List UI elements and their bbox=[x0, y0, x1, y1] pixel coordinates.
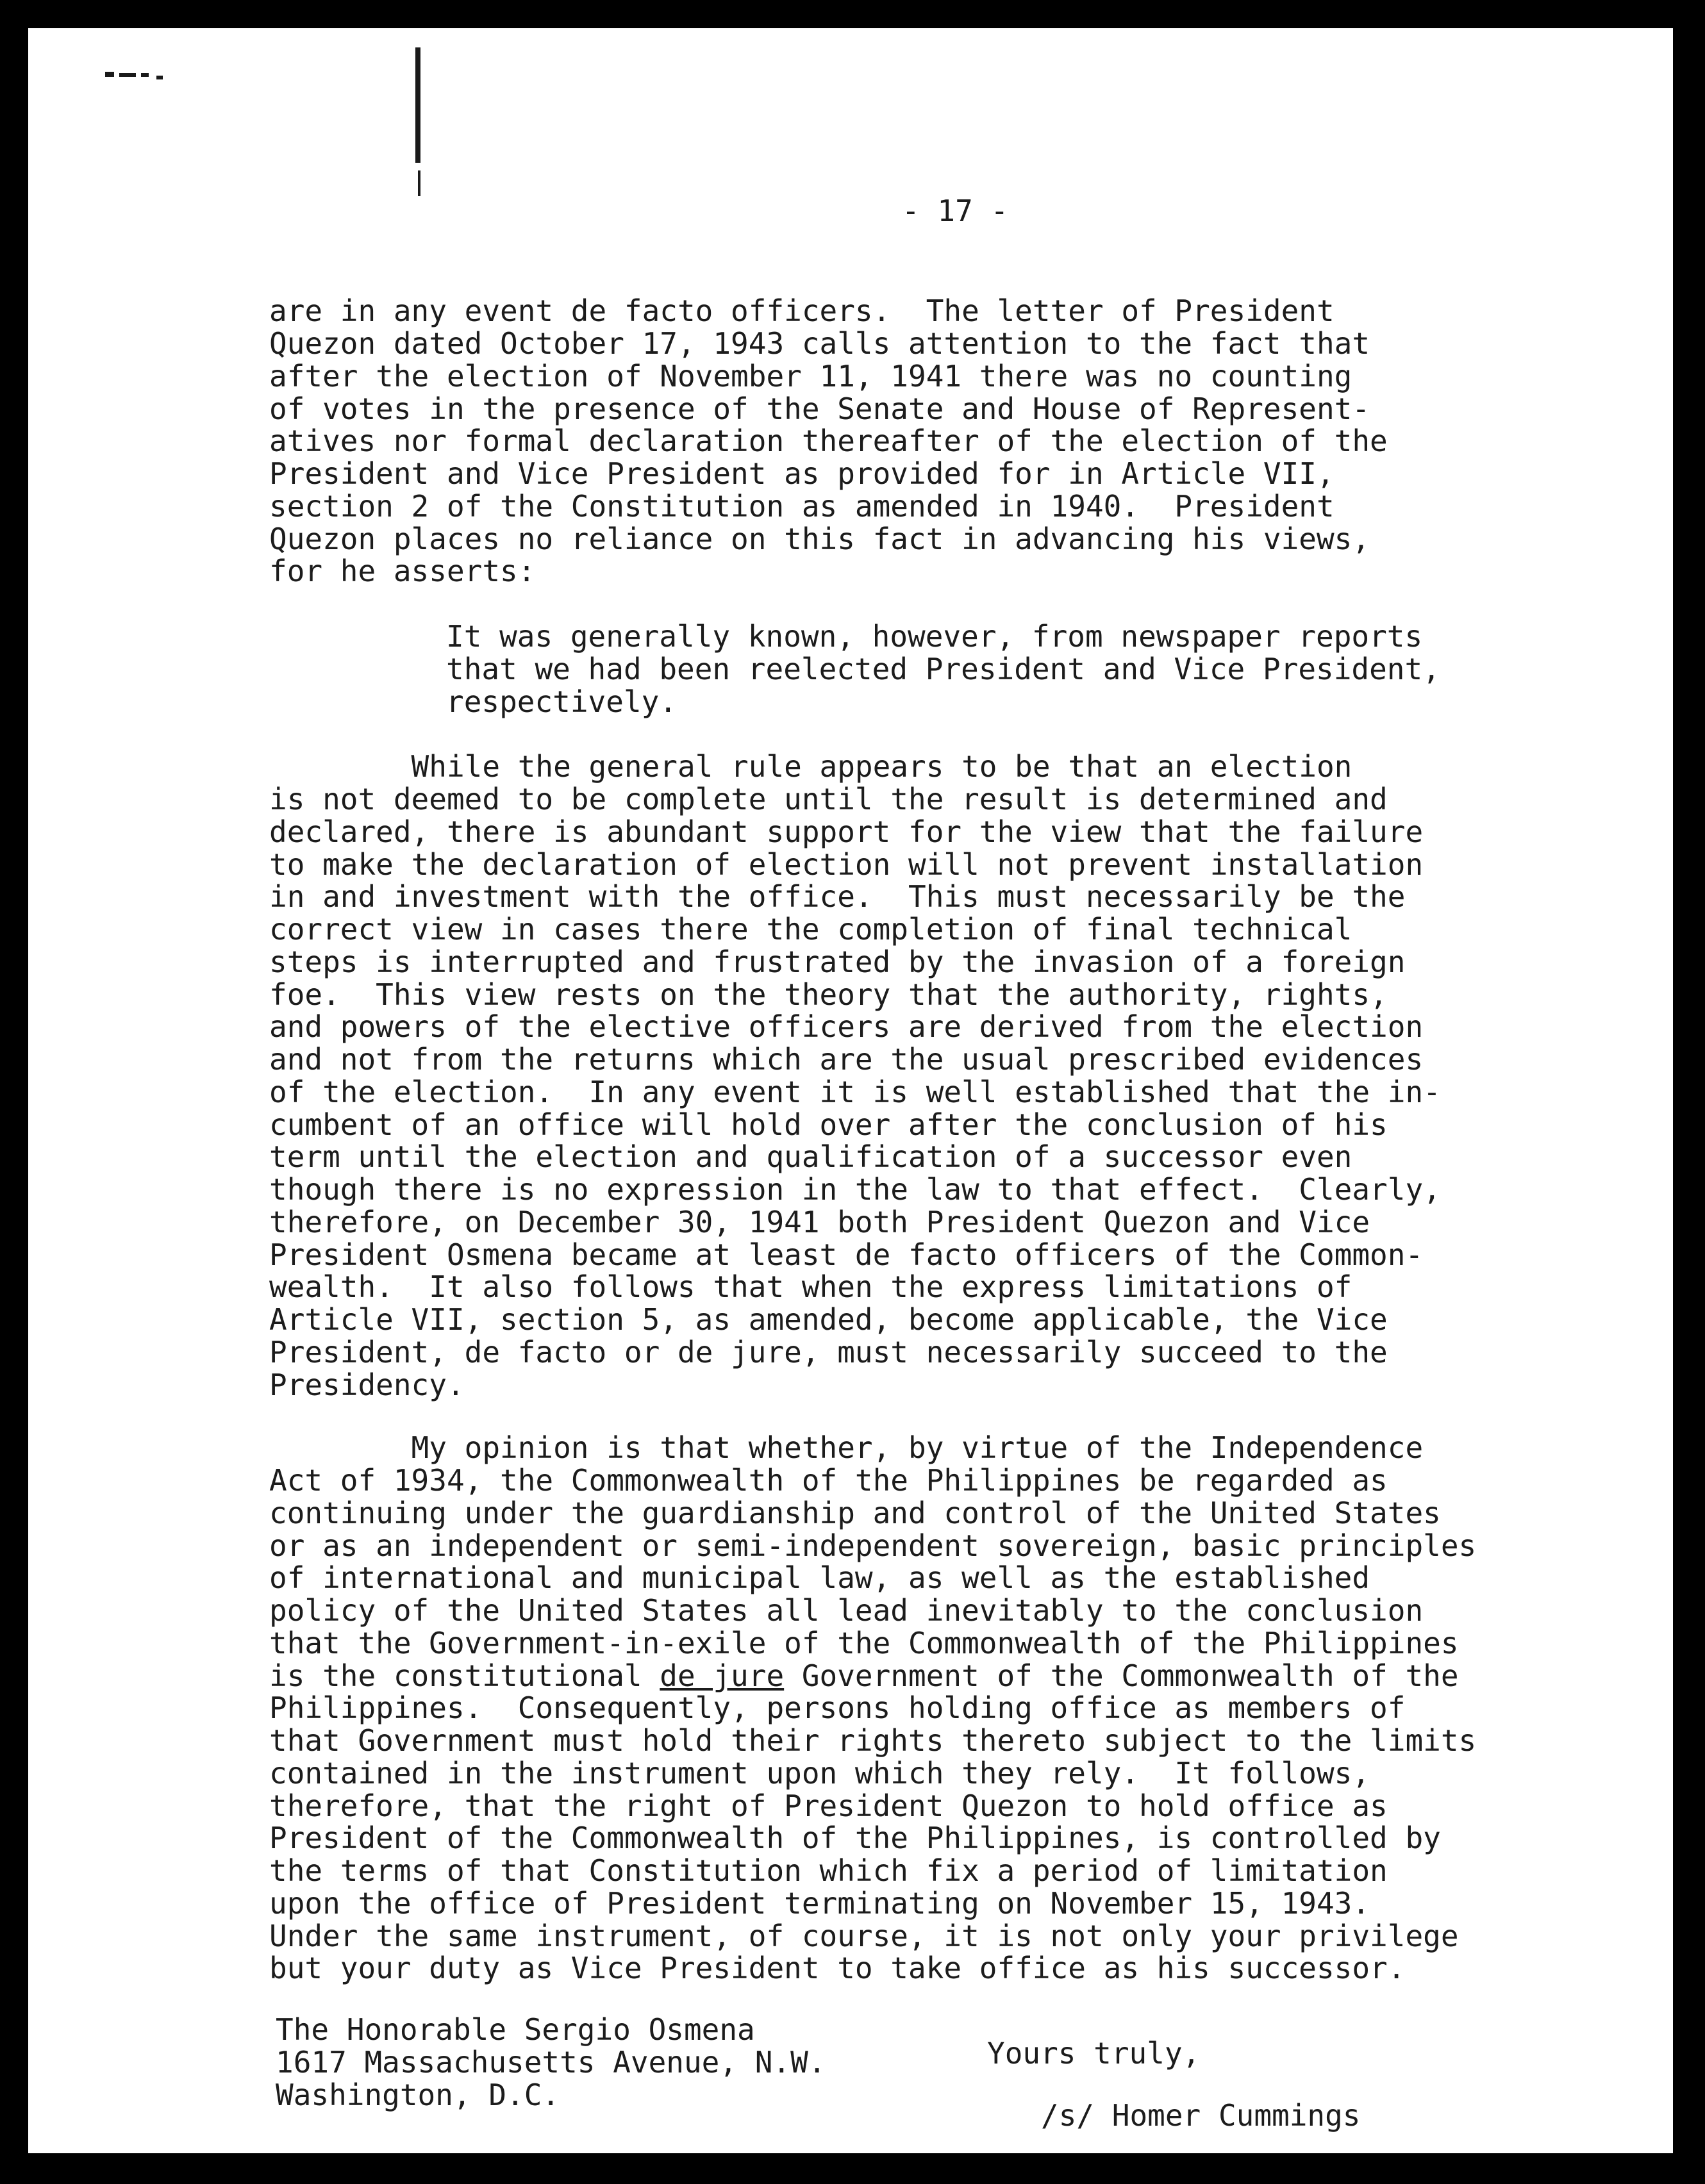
addressee-line: 1617 Massachusetts Avenue, N.W. bbox=[276, 2045, 826, 2080]
text-line bbox=[269, 1660, 1459, 1692]
corner-scan-mark bbox=[119, 73, 136, 77]
text-line: in and investment with the office. This must necessarily be the bbox=[269, 879, 1406, 914]
text-line: term until the election and qualification of a successor even bbox=[269, 1139, 1352, 1174]
text-line: Article VII, section 5, as amended, become applicable, the Vice bbox=[269, 1302, 1388, 1337]
text-line: President of the Commonwealth of the Philippines, is controlled by bbox=[269, 1821, 1441, 1855]
text-line: Under the same instrument, of course, it is not only your privilege bbox=[269, 1919, 1459, 1953]
text-line: Presidency. bbox=[269, 1368, 465, 1402]
text-line: of international and municipal law, as well as the established bbox=[269, 1560, 1370, 1595]
text-fragment: is the constitutional bbox=[269, 1659, 660, 1693]
text-line: and not from the returns which are the usual prescribed evidences bbox=[269, 1042, 1424, 1077]
text-line: section 2 of the Constitution as amended in 1940. President bbox=[269, 489, 1335, 524]
text-line: Quezon dated October 17, 1943 calls attention to the fact that bbox=[269, 326, 1370, 361]
document-page bbox=[28, 28, 1673, 2153]
text-line: of votes in the presence of the Senate and House of Represent- bbox=[269, 392, 1370, 426]
text-line: respectively. bbox=[446, 684, 678, 719]
text-line: Philippines. Consequently, persons holding office as members of bbox=[269, 1691, 1406, 1725]
text-line: therefore, on December 30, 1941 both President Quezon and Vice bbox=[269, 1205, 1370, 1239]
text-line: for he asserts: bbox=[269, 554, 536, 588]
text-line: policy of the United States all lead inevitably to the conclusion bbox=[269, 1593, 1424, 1628]
text-line: While the general rule appears to be that an election bbox=[269, 749, 1352, 784]
corner-scan-mark bbox=[105, 72, 114, 77]
text-line: after the election of November 11, 1941 there was no counting bbox=[269, 359, 1352, 393]
addressee-line: Washington, D.C. bbox=[276, 2078, 560, 2112]
text-line: wealth. It also follows that when the express limitations of bbox=[269, 1270, 1352, 1304]
text-line: It was generally known, however, from newspaper reports bbox=[446, 619, 1423, 654]
text-line: President Osmena became at least de facto officers of the Common- bbox=[269, 1237, 1424, 1272]
text-line: and powers of the elective officers are derived from the election bbox=[269, 1009, 1424, 1044]
text-line: that the Government-in-exile of the Commonwealth of the Philippines bbox=[269, 1626, 1459, 1660]
text-line: or as an independent or semi-independent sovereign, basic principles bbox=[269, 1528, 1477, 1563]
text-line: is not deemed to be complete until the result is determined and bbox=[269, 782, 1388, 816]
corner-scan-mark bbox=[156, 76, 163, 79]
text-line: continuing under the guardianship and control of the United States bbox=[269, 1496, 1441, 1530]
text-line: foe. This view rests on the theory that the authority, rights, bbox=[269, 977, 1388, 1012]
text-line: therefore, that the right of President Quezon to hold office as bbox=[269, 1789, 1388, 1823]
text-line: contained in the instrument upon which they rely. It follows, bbox=[269, 1756, 1370, 1791]
text-line: President, de facto or de jure, must necessarily succeed to the bbox=[269, 1335, 1388, 1369]
text-line: are in any event de facto officers. The letter of President bbox=[269, 294, 1335, 328]
text-line: to make the declaration of election will not prevent installation bbox=[269, 847, 1424, 882]
text-line: correct view in cases there the completion of final technical bbox=[269, 912, 1352, 947]
text-line: of the election. In any event it is well established that the in- bbox=[269, 1075, 1441, 1109]
underlined-term: de jure bbox=[660, 1659, 785, 1693]
addressee-line: The Honorable Sergio Osmena bbox=[276, 2012, 755, 2047]
text-line: My opinion is that whether, by virtue of the Independence bbox=[269, 1430, 1424, 1465]
text-line: Quezon places no reliance on this fact in advancing his views, bbox=[269, 522, 1370, 556]
text-line: declared, there is abundant support for the view that the failure bbox=[269, 815, 1424, 849]
text-fragment: Government of the Commonwealth of the bbox=[784, 1659, 1459, 1693]
closing: Yours truly, bbox=[987, 2036, 1201, 2071]
text-line: the terms of that Constitution which fix a period of limitation bbox=[269, 1853, 1388, 1888]
text-line: though there is no expression in the law to that effect. Clearly, bbox=[269, 1172, 1441, 1207]
text-line: steps is interrupted and frustrated by the invasion of a foreign bbox=[269, 945, 1406, 979]
text-line: that Government must hold their rights thereto subject to the limits bbox=[269, 1723, 1477, 1758]
text-line: Act of 1934, the Commonwealth of the Philippines be regarded as bbox=[269, 1463, 1388, 1498]
text-line: but your duty as Vice President to take office as his successor. bbox=[269, 1951, 1406, 1985]
text-line: atives nor formal declaration thereafter of the election of the bbox=[269, 424, 1388, 458]
text-line: upon the office of President terminating on November 15, 1943. bbox=[269, 1886, 1370, 1921]
page-number: - 17 - bbox=[902, 194, 1009, 228]
text-line: cumbent of an office will hold over after the conclusion of his bbox=[269, 1107, 1388, 1142]
binder-hole-mark bbox=[418, 170, 420, 196]
binder-hole-mark bbox=[415, 47, 420, 163]
corner-scan-mark bbox=[141, 73, 149, 77]
signature: /s/ Homer Cummings bbox=[1041, 2098, 1361, 2133]
text-line: President and Vice President as provided for in Article VII, bbox=[269, 456, 1335, 491]
text-line: that we had been reelected President and Vice President, bbox=[446, 652, 1440, 686]
